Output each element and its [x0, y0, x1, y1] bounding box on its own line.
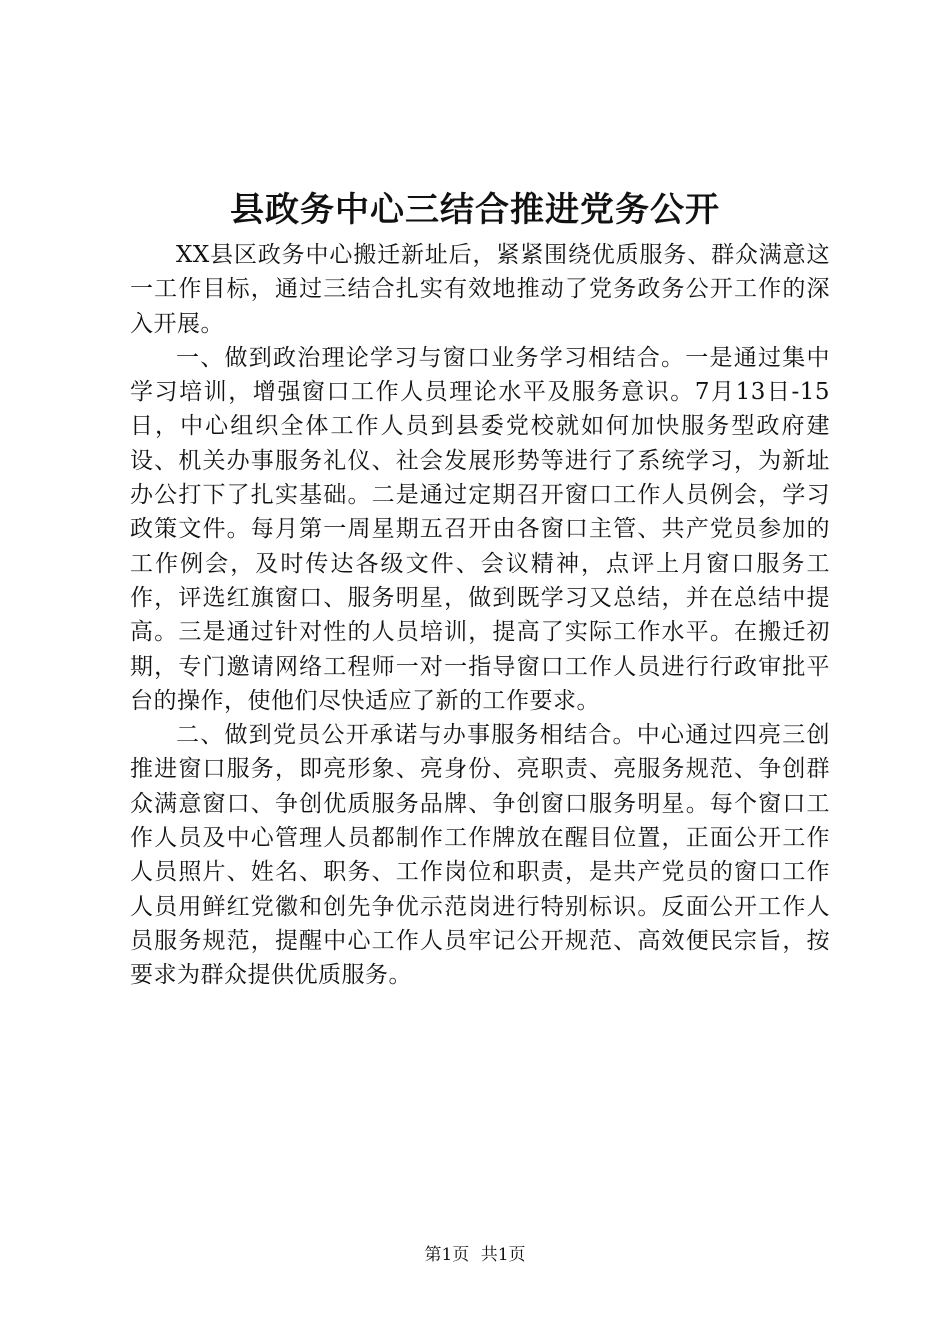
document-title: 县政务中心三结合推进党务公开	[230, 190, 720, 230]
paragraph-section-1: 一、做到政治理论学习与窗口业务学习相结合。一是通过集中学习培训，增强窗口工作人员理论水平及服务意识。7月13日-15日，中心组织全体工作人员到县委党校就如何加快服务型政府建设、机关办事服务礼仪、社会发展形势等进行了系统学习，为新址办公打下了扎实基础。二是通过定期召开窗口工作人员例会，学习政策文件。每月第一周星期五召开由各窗口主管、共产党员参加的工作例会，及时传达各级文件、会议精神，点评上月窗口服务工作，评选红旗窗口、服务明星，做到既学习又总结，并在总结中提高。三是通过针对性的人员培训，提高了实际工作水平。在搬迁初期，专门邀请网络工程师一对一指导窗口工作人员进行行政审批平台的操作，使他们尽快适应了新的工作要求。	[130, 344, 830, 714]
page-total: 共1页	[480, 1245, 526, 1265]
document-body	[130, 238, 830, 993]
page-number: 第1页	[424, 1245, 470, 1265]
page-footer	[0, 1243, 950, 1267]
paragraph-intro: XX县区政务中心搬迁新址后，紧紧围绕优质服务、群众满意这一工作目标，通过三结合扎实有效地推动了党务政务公开工作的深入开展。	[130, 242, 830, 337]
paragraph-section-2: 二、做到党员公开承诺与办事服务相结合。中心通过四亮三创推进窗口服务，即亮形象、亮身份、亮职责、亮服务规范、争创群众满意窗口、争创优质服务品牌、争创窗口服务明星。每个窗口工作人员及中心管理人员都制作工作牌放在醒目位置，正面公开工作人员照片、姓名、职务、工作岗位和职责，是共产党员的窗口工作人员用鲜红党徽和创先争优示范岗进行特别标识。反面公开工作人员服务规范，提醒中心工作人员牢记公开规范、高效便民宗旨，按要求为群众提供优质服务。	[130, 722, 830, 989]
